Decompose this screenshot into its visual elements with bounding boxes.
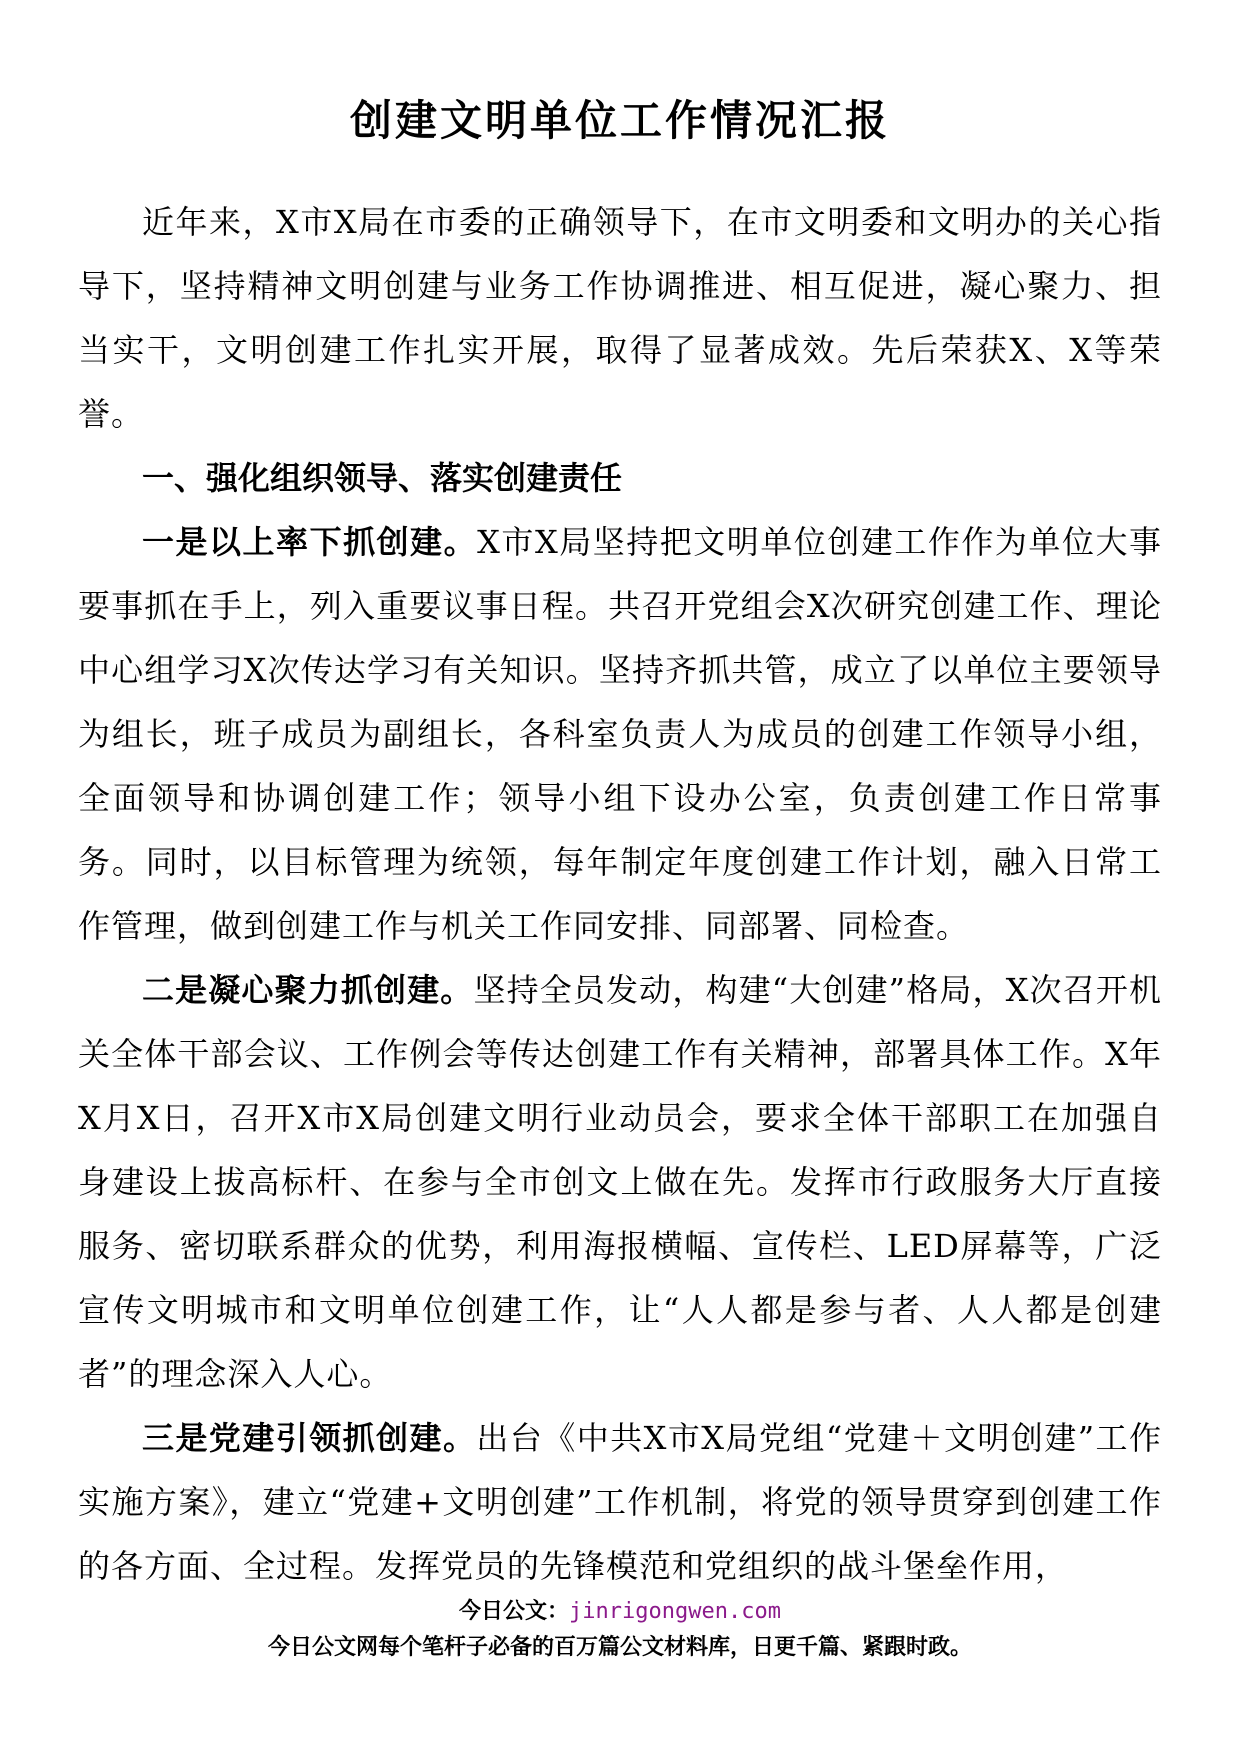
footer-site-line [0,1594,1240,1630]
paragraph-3-text: 出台《中共X市X局党组“党建＋文明创建”工作实施方案》，建立“党建+文明创建”工作机制，将党的领导贯穿到创建工作的各方面、全过程。发挥党员的先锋模范和党组织的战斗堡垒作用， [78,1419,1162,1585]
section-heading-1: 一、强化组织领导、落实创建责任 [142,459,623,497]
footer-site-link[interactable]: jinrigongwen.com [569,1599,781,1624]
paragraph-1-lead: 一是以上率下抓创建。 [142,523,478,561]
paragraph-2-lead: 二是凝心聚力抓创建。 [142,971,474,1009]
document-body [78,190,1162,1598]
footer-site-label: 今日公文： [459,1599,570,1624]
paragraph-1-text: X市X局坚持把文明单位创建工作作为单位大事要事抓在手上，列入重要议事日程。共召开党组会X次研究创建工作、理论中心组学习X次传达学习有关知识。坚持齐抓共管，成立了以单位主要领导为组长，班子成员为副组长，各科室负责人为成员的创建工作领导小组，全面领导和协调创建工作；领导小组下设办公室，负责创建工作日常事务。同时，以目标管理为统领，每年制定年度创建工作计划，融入日常工作管理，做到创建工作与机关工作同安排、同部署、同检查。 [78,523,1162,945]
paragraph-2-text: 坚持全员发动，构建“大创建”格局，X次召开机关全体干部会议、工作例会等传达创建工作有关精神，部署具体工作。X年X月X日，召开X市X局创建文明行业动员会，要求全体干部职工在加强自身建设上拔高标杆、在参与全市创文上做在先。发挥市行政服务大厅直接服务、密切联系群众的优势，利用海报横幅、宣传栏、LED屏幕等，广泛宣传文明城市和文明单位创建工作，让“人人都是参与者、人人都是创建者”的理念深入人心。 [78,971,1162,1393]
paragraph-3-lead: 三是党建引领抓创建。 [142,1419,477,1457]
document-title: 创建文明单位工作情况汇报 [349,96,890,145]
paragraph-2 [78,958,1162,1406]
intro-paragraph: 近年来，X市X局在市委的正确领导下，在市文明委和文明办的关心指导下，坚持精神文明创建与业务工作协调推进、相互促进，凝心聚力、担当实干，文明创建工作扎实开展，取得了显著成效。先后荣获X、X等荣誉。 [78,203,1162,433]
paragraph-1 [78,510,1162,958]
footer-slogan: 今日公文网每个笔杆子必备的百万篇公文材料库，日更千篇、紧跟时政。 [267,1635,972,1660]
page-footer [0,1594,1240,1666]
paragraph-3 [78,1406,1162,1598]
